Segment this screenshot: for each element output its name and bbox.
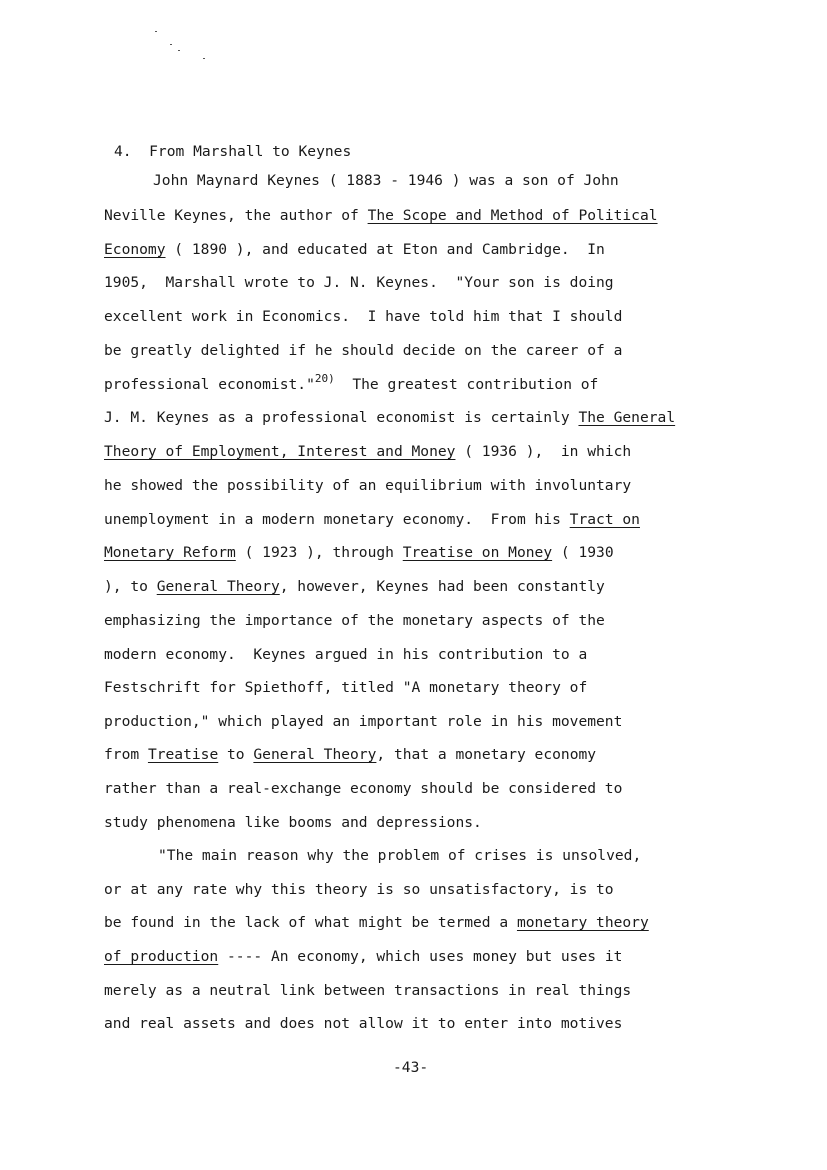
text-run: , that a monetary economy — [376, 746, 597, 763]
text-line — [104, 408, 675, 428]
text-run: Neville Keynes, the author of — [104, 207, 368, 224]
text-line — [104, 745, 596, 765]
page-number: -43- — [393, 1059, 429, 1076]
text-line — [153, 171, 619, 191]
underlined-title: Economy — [104, 241, 166, 258]
underlined-title: The General — [578, 409, 676, 426]
text-line — [104, 779, 622, 799]
text-run: J. M. Keynes as a professional economist is certainly — [104, 409, 579, 426]
text-line — [104, 577, 605, 597]
underlined-title: Monetary Reform — [104, 544, 236, 561]
text-line — [104, 240, 605, 260]
text-run: ---- An economy, which uses money but uses it — [218, 948, 623, 965]
text-run: from — [104, 746, 148, 763]
text-run: excellent work in Economics. I have told him that I should — [104, 308, 623, 325]
underlined-title: Tract on — [569, 511, 640, 528]
underlined-title: General Theory — [253, 746, 377, 763]
section-heading: 4. From Marshall to Keynes — [114, 143, 352, 160]
underlined-title: Treatise — [147, 746, 219, 763]
text-run: modern economy. Keynes argued in his contribution to a — [104, 646, 588, 663]
text-run: he showed the possibility of an equilibrium with involuntary — [104, 477, 632, 494]
text-run: ( 1890 ), and educated at Eton and Cambridge. In — [165, 241, 605, 258]
text-run: merely as a neutral link between transactions in real things — [104, 982, 632, 999]
text-run: to — [218, 746, 254, 763]
text-line — [104, 206, 658, 226]
underlined-title: General Theory — [156, 578, 280, 595]
text-run: ( 1930 — [552, 544, 614, 561]
text-run: emphasizing the importance of the monetary aspects of the — [104, 612, 605, 629]
text-run: John Maynard Keynes ( 1883 - 1946 ) was a son of John — [153, 172, 619, 189]
text-line — [104, 880, 614, 900]
text-run: ), to — [104, 578, 157, 595]
text-line — [104, 476, 631, 496]
text-run: The greatest contribution of — [334, 376, 599, 393]
text-line — [104, 913, 649, 933]
text-line — [104, 273, 614, 293]
text-run: , however, Keynes had been constantly — [279, 578, 605, 595]
text-line — [104, 372, 599, 396]
text-line — [104, 712, 622, 732]
text-line — [104, 645, 587, 665]
text-run: "The main reason why the problem of crises is unsolved, — [158, 847, 642, 864]
footnote-ref: 20) — [314, 372, 335, 385]
text-line — [104, 442, 631, 462]
text-run: be greatly delighted if he should decide on the career of a — [104, 342, 623, 359]
text-line — [104, 813, 482, 833]
underlined-title: The Scope and Method of Political — [367, 207, 658, 224]
text-line — [104, 981, 631, 1001]
text-run: ( 1923 ), through — [235, 544, 403, 561]
text-run: 1905, Marshall wrote to J. N. Keynes. "Your son is doing — [104, 274, 614, 291]
underlined-title: monetary theory — [516, 914, 649, 931]
text-line — [104, 307, 622, 327]
underlined-title: of production — [104, 948, 219, 965]
underlined-title: Treatise on Money — [402, 544, 553, 561]
text-run: or at any rate why this theory is so unsatisfactory, is to — [104, 881, 614, 898]
text-run: be found in the lack of what might be termed a — [104, 914, 517, 931]
text-run: and real assets and does not allow it to enter into motives — [104, 1015, 623, 1032]
text-line — [158, 846, 641, 866]
text-line — [104, 510, 640, 530]
text-line — [104, 947, 622, 967]
underlined-title: Theory of Employment, Interest and Money — [104, 443, 456, 460]
text-run: rather than a real-exchange economy should be considered to — [104, 780, 623, 797]
text-run: study phenomena like booms and depressions. — [104, 814, 482, 831]
text-line — [104, 543, 614, 563]
text-line — [104, 611, 605, 631]
text-run: Festschrift for Spiethoff, titled "A monetary theory of — [104, 679, 588, 696]
text-run: ( 1936 ), in which — [455, 443, 632, 460]
text-line — [104, 678, 587, 698]
text-line — [104, 341, 622, 361]
text-run: professional economist." — [104, 376, 315, 393]
text-line — [104, 1014, 622, 1034]
text-run: unemployment in a modern monetary economy. From his — [104, 511, 570, 528]
text-run: production," which played an important role in his movement — [104, 713, 623, 730]
